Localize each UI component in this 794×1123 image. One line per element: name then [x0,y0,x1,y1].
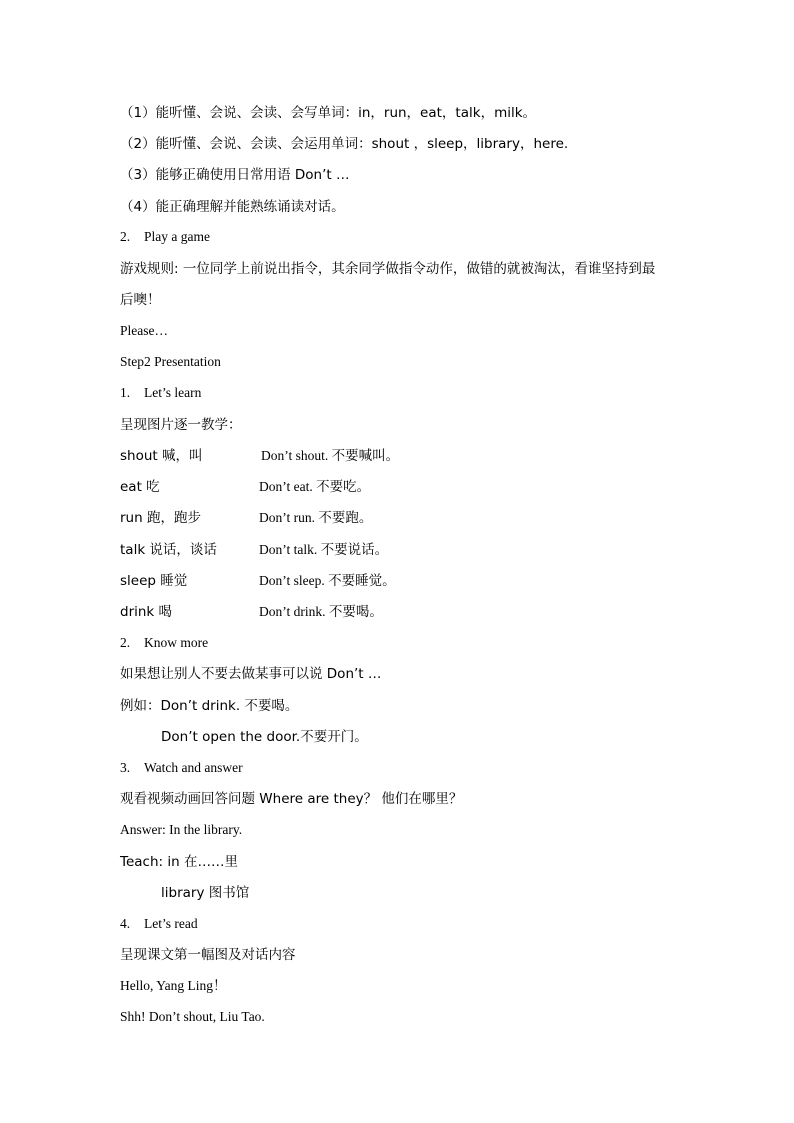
vocab-phrase: Don’t talk. 不要说话。 [259,542,389,557]
vocab-word: run 跑，跑步 [120,510,201,526]
vocab-row [120,477,371,497]
play-game-heading [120,227,210,247]
watch-answer-text: Answer: In the library. [120,822,243,837]
vocab-phrase: Don’t shout. 不要喊叫。 [261,448,400,463]
objective-1: （1）能听懂、会说、会读、会写单词：in，run，eat，talk，milk。 [120,105,537,121]
vocab-word: drink 喝 [120,604,173,620]
vocab-row [120,571,396,591]
watch-question: 观看视频动画回答问题 Where are they？ 他们在哪里？ [120,791,463,807]
objective-4: （4）能正确理解并能熟练诵读对话。 [120,199,345,215]
know-more-title: Know more [144,635,209,650]
game-rules-line-1: 游戏规则: 一位同学上前说出指令，其余同学做指令动作，做错的就被淘汰，看谁坚持到最 [120,261,656,277]
vocab-phrase: Don’t sleep. 不要睡觉。 [259,573,396,588]
vocab-word: eat 吃 [120,479,160,495]
vocab-word: shout 喊，叫 [120,448,203,464]
watch-answer-heading [120,758,243,778]
watch-answer-title: Watch and answer [144,760,243,775]
lets-read-intro: 呈现课文第一幅图及对话内容 [120,947,296,963]
vocab-phrase: Don’t drink. 不要喝。 [259,604,383,619]
lets-learn-title: Let’s learn [144,385,202,400]
vocab-word: sleep 睡觉 [120,573,188,589]
lets-read-heading [120,914,198,934]
dialogue-line-2: Shh! Don’t shout, Liu Tao. [120,1009,265,1024]
objective-3: （3）能够正确使用日常用语 Don’t … [120,167,350,183]
play-game-title: Play a game [144,229,210,244]
step2-heading: Step2 Presentation [120,354,221,369]
vocab-word: talk 说话，谈话 [120,542,217,558]
know-more-line: 如果想让别人不要去做某事可以说 Don’t … [120,666,382,682]
vocab-row [120,540,389,560]
please-text: Please… [120,323,168,338]
dialogue-line-1: Hello, Yang Ling！ [120,978,227,993]
watch-answer-number: 3. [120,760,131,775]
vocab-row [120,446,400,466]
objective-2: （2）能听懂、会说、会读、会运用单词：shout ，sleep，library，here. [120,136,569,152]
vocab-row [120,508,373,528]
vocab-row [120,602,383,622]
know-more-heading [120,633,208,653]
example-line-1: 例如：Don’t drink. 不要喝。 [120,698,299,714]
game-rules-line-2: 后噢！ [120,292,161,308]
lets-learn-heading [120,383,201,403]
example-line-2: Don’t open the door.不要开门。 [161,729,368,745]
lets-learn-number: 1. [120,385,131,400]
lets-read-title: Let’s read [144,916,198,931]
library-line: library 图书馆 [161,885,250,901]
vocab-phrase: Don’t run. 不要跑。 [259,510,373,525]
teach-line: Teach: in 在……里 [120,854,238,870]
know-more-number: 2. [120,635,131,650]
lets-read-number: 4. [120,916,131,931]
play-game-number: 2. [120,229,131,244]
vocab-phrase: Don’t eat. 不要吃。 [259,479,371,494]
lets-learn-intro: 呈现图片逐一教学： [120,417,242,433]
